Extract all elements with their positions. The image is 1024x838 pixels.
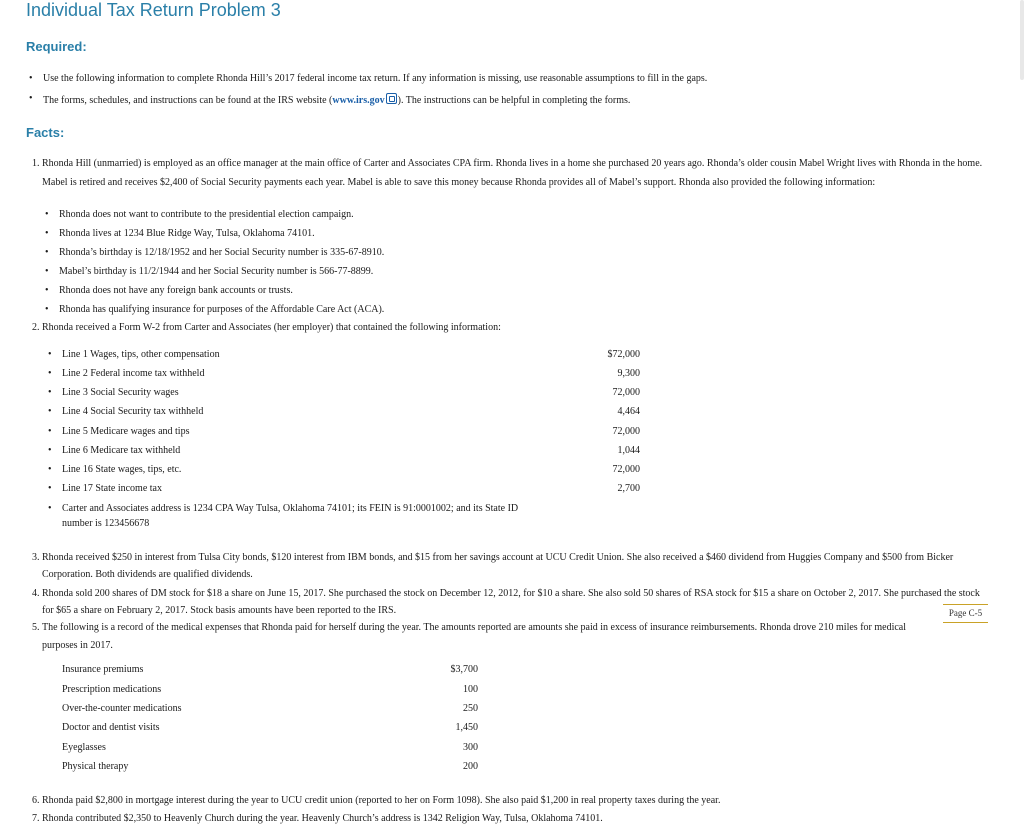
w2-row: • Line 6 Medicare tax withheld 1,044 — [48, 445, 640, 456]
page-reference-tag: Page C-5 — [943, 604, 988, 623]
w2-value: 4,464 — [617, 406, 640, 417]
facts-heading: Facts: — [26, 125, 65, 140]
scrollbar[interactable] — [1020, 0, 1024, 80]
w2-value: 72,000 — [612, 426, 640, 437]
w2-row: • Line 4 Social Security tax withheld 4,464 — [48, 406, 640, 417]
medical-expense-label: Doctor and dentist visits — [62, 722, 160, 733]
w2-row: • Line 3 Social Security wages 72,000 — [48, 387, 640, 398]
w2-value: 1,044 — [617, 445, 640, 456]
medical-expense-label: Over-the-counter medications — [62, 703, 182, 714]
fact-6 — [32, 792, 984, 809]
w2-label: Line 1 Wages, tips, other compensation — [62, 349, 220, 360]
required-item-tail: ). The instructions can be helpful in completing the forms. — [397, 95, 631, 106]
fact-number: 1. — [32, 158, 40, 169]
medical-expense-label: Insurance premiums — [62, 664, 144, 675]
fact-2 — [32, 319, 984, 338]
required-item-text: The forms, schedules, and instructions can be found at the IRS website ( — [43, 95, 333, 106]
medical-expense-row — [62, 703, 478, 715]
medical-expense-row — [62, 664, 478, 676]
medical-expense-row — [62, 684, 478, 696]
w2-row: • Line 1 Wages, tips, other compensation $72,000 — [48, 349, 640, 360]
medical-expense-value: 250 — [463, 703, 478, 714]
w2-row: • Line 16 State wages, tips, etc. 72,000 — [48, 464, 640, 475]
medical-expense-row — [62, 761, 478, 773]
medical-expense-label: Prescription medications — [62, 684, 162, 695]
w2-label: Line 16 State wages, tips, etc. — [62, 464, 182, 475]
fact-7 — [32, 810, 984, 827]
w2-value: 2,700 — [617, 483, 640, 494]
medical-expense-row — [62, 742, 478, 754]
medical-expense-value: 300 — [463, 742, 478, 753]
fact-text: Rhonda paid $2,800 in mortgage interest during the year to UCU credit union (reported to her on Form 1098). She also paid $1,200 in real property taxes during the year. — [42, 795, 721, 806]
w2-label: Line 17 State income tax — [62, 483, 162, 494]
required-item-text: Use the following information to complete Rhonda Hill’s 2017 federal income tax return. If any information is missing, use reasonable assumptions to fill in the gaps. — [43, 73, 708, 84]
w2-label: Line 3 Social Security wages — [62, 387, 179, 398]
w2-label: Line 6 Medicare tax withheld — [62, 445, 181, 456]
medical-expense-label: Physical therapy — [62, 761, 129, 772]
fact-4 — [32, 585, 984, 619]
fact-1 — [32, 155, 984, 192]
medical-expense-row — [62, 722, 478, 734]
medical-expense-value: 100 — [463, 684, 478, 695]
medical-expense-value: 200 — [463, 761, 478, 772]
required-heading: Required: — [26, 39, 87, 54]
w2-value: $72,000 — [607, 349, 640, 360]
w2-row: • Line 5 Medicare wages and tips 72,000 — [48, 426, 640, 437]
w2-label: Line 2 Federal income tax withheld — [62, 368, 205, 379]
fact-number: 4. — [32, 588, 40, 599]
fact-text: Rhonda received a Form W-2 from Carter and Associates (her employer) that contained the following information: — [42, 322, 501, 333]
w2-value: 72,000 — [612, 464, 640, 475]
w2-value: 9,300 — [617, 368, 640, 379]
fact-number: 3. — [32, 552, 40, 563]
fact-text: Rhonda received $250 in interest from Tulsa City bonds, $120 interest from IBM bonds, and $15 from her savings account at UCU Credit Union. She also received a $460 dividend from Huggies Company and $500 from Bicker Corporation. Both dividends are qualified dividends. — [42, 552, 954, 580]
fact-text: Rhonda sold 200 shares of DM stock for $18 a share on June 15, 2017. She purchased the stock on December 12, 2012, for $10 a share. She also sold 50 shares of RSA stock for $15 a share on October 2, 2017. She purchased the stock for $65 a share on February 2, 2017. Stock basis amounts have been reported to the IRS. — [42, 588, 980, 616]
bullet: • — [29, 73, 33, 84]
medical-expense-value: 1,450 — [455, 722, 478, 733]
page-title: Individual Tax Return Problem 3 — [26, 0, 281, 20]
fact-number: 6. — [32, 795, 40, 806]
medical-expense-label: Eyeglasses — [62, 742, 106, 753]
fact-5 — [32, 619, 942, 655]
fact-number: 2. — [32, 322, 40, 333]
irs-website-link[interactable]: www.irs.gov — [332, 95, 385, 106]
external-link-icon[interactable] — [386, 93, 397, 104]
fact-number: 7. — [32, 813, 40, 824]
fact-number: 5. — [32, 622, 40, 633]
w2-row: • Line 17 State income tax 2,700 — [48, 483, 640, 494]
fact-text: The following is a record of the medical expenses that Rhonda paid for herself during the year. The amounts reported are amounts she paid in excess of insurance reimbursements. Rhonda drove 210 miles for medical purposes in 2017. — [42, 622, 906, 651]
fact-text: Rhonda Hill (unmarried) is employed as an office manager at the main office of Carter and Associates CPA firm. Rhonda lives in a home she purchased 20 years ago. Rhonda’s older cousin Mabel Wright lives with Rhonda in the home. Mabel is retired and receives $2,400 of Social Security payments each year. Mabel is able to save this money because Rhonda provides all of Mabel’s support. Rhonda also provided the following information: — [42, 158, 983, 188]
w2-row: • Line 2 Federal income tax withheld 9,300 — [48, 368, 640, 379]
w2-value: 72,000 — [612, 387, 640, 398]
w2-label: Line 4 Social Security tax withheld — [62, 406, 204, 417]
fact-3 — [32, 549, 984, 583]
bullet: • — [29, 93, 33, 104]
fact-text: Rhonda contributed $2,350 to Heavenly Church during the year. Heavenly Church’s address is 1342 Religion Way, Tulsa, Oklahoma 74101. — [42, 813, 603, 824]
medical-expense-value: $3,700 — [450, 664, 478, 675]
w2-label: Line 5 Medicare wages and tips — [62, 426, 190, 437]
